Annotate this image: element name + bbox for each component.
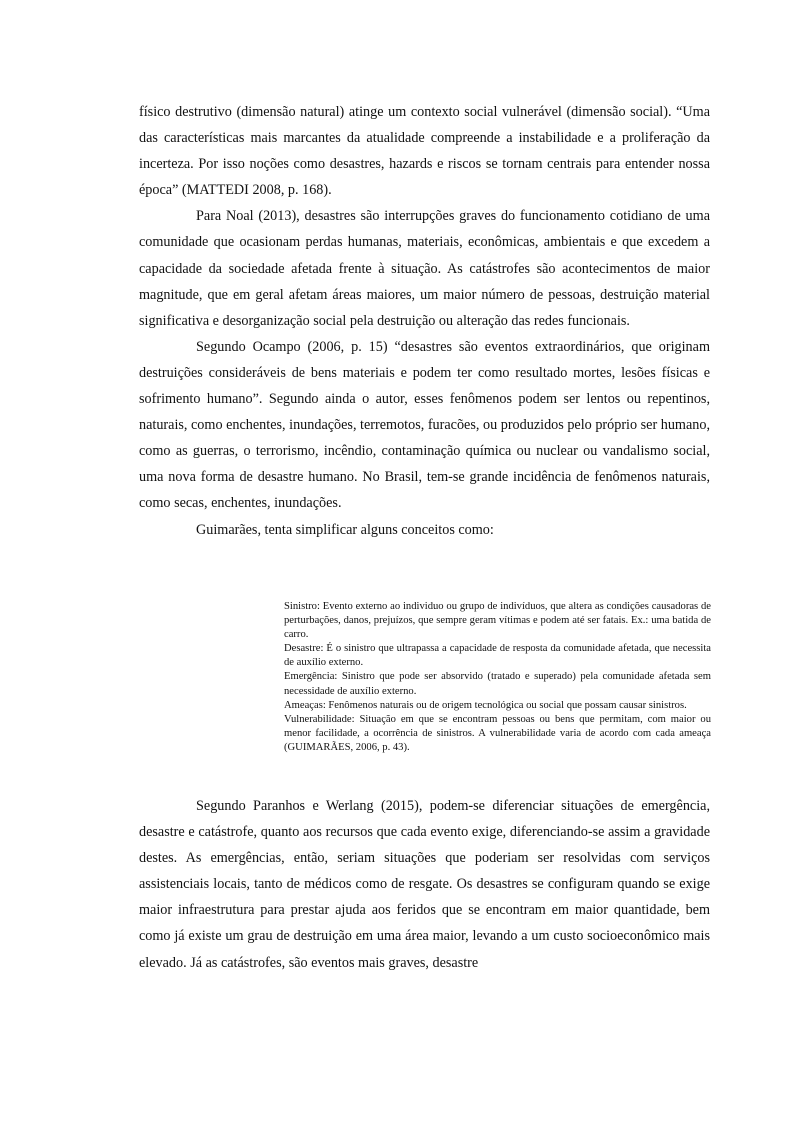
paragraph-paranhos-werlang: Segundo Paranhos e Werlang (2015), podem-se diferenciar situações de emergência, desastre e catástrofe, quanto aos recursos que cada evento exige, diferenciando-se assim a gravidade destes. As emergências, então, seriam situações que poderiam ser resolvidas com serviços assistenciais locais, tanto de médicos como de resgate. Os desastres se configuram quando se exige maior infraestrutura para prestar ajuda aos feridos que se encontram em maior quantidade, bem como já existe um grau de destruição em uma área maior, levando a um custo socioeconômico mais elevado. Já as catástrofes, são eventos mais graves, desastre <box>139 798 710 971</box>
quote-vulnerabilidade: Vulnerabilidade: Situação em que se encontram pessoas ou bens que permitam, com maior ou menor facilidade, a ocorrência de sinistros. A vulnerabilidade varia de acordo com cada ameaça (GUIMARÃES, 2006, p. 43). <box>284 713 711 753</box>
paragraph-noal: Para Noal (2013), desastres são interrupções graves do funcionamento cotidiano de uma comunidade que ocasionam perdas humanas, materiais, econômicas, ambientais e que excedem a capacidade da sociedade afetada frente à situação. As catástrofes são acontecimentos de maior magnitude, que em geral afetam áreas maiores, um maior número de pessoas, destruição material significativa e desorganização social pela destruição ou alteração das redes funcionais. <box>139 208 710 329</box>
quote-ameacas: Ameaças: Fenômenos naturais ou de origem tecnológica ou social que possam causar sinistros. <box>284 699 687 711</box>
block-quote <box>284 600 711 755</box>
quote-sinistro: Sinistro: Evento externo ao individuo ou grupo de indivíduos, que altera as condições causadoras de perturbações, danos, prejuízos, que sempre geram vítimas e podem até ser fatais. Ex.: uma batida de carro. <box>284 601 711 641</box>
paragraph-mattedi: físico destrutivo (dimensão natural) atinge um contexto social vulnerável (dimensão social). “Uma das características mais marcantes da atualidade compreende a instabilidade e a proliferação da incerteza. Por isso noções como desastres, hazards e riscos se tornam centrais para entender nossa época” (MATTEDI 2008, p. 168). <box>139 104 710 199</box>
body-text-upper <box>139 99 710 543</box>
body-text-lower <box>139 793 710 976</box>
paragraph-ocampo: Segundo Ocampo (2006, p. 15) “desastres são eventos extraordinários, que originam destruições consideráveis de bens materiais e podem ter como resultado mortes, lesões físicas e sofrimento humano”. Segundo ainda o autor, esses fenômenos podem ser lentos ou repentinos, naturais, como enchentes, inundações, terremotos, furacões, ou produzidos pelo próprio ser humano, como as guerras, o terrorismo, incêndio, contaminação química ou nuclear ou vandalismo social, uma nova forma de desastre humano. No Brasil, tem-se grande incidência de fenômenos naturais, como secas, enchentes, inundações. <box>139 338 710 512</box>
quote-emergencia: Emergência: Sinistro que pode ser absorvido (tratado e superado) pela comunidade afetada sem necessidade de auxílio externo. <box>284 671 711 697</box>
paragraph-guimaraes-intro: Guimarães, tenta simplificar alguns conceitos como: <box>196 521 494 538</box>
quote-desastre: Desastre: É o sinistro que ultrapassa a capacidade de resposta da comunidade afetada, que necessita de auxílio externo. <box>284 643 711 669</box>
